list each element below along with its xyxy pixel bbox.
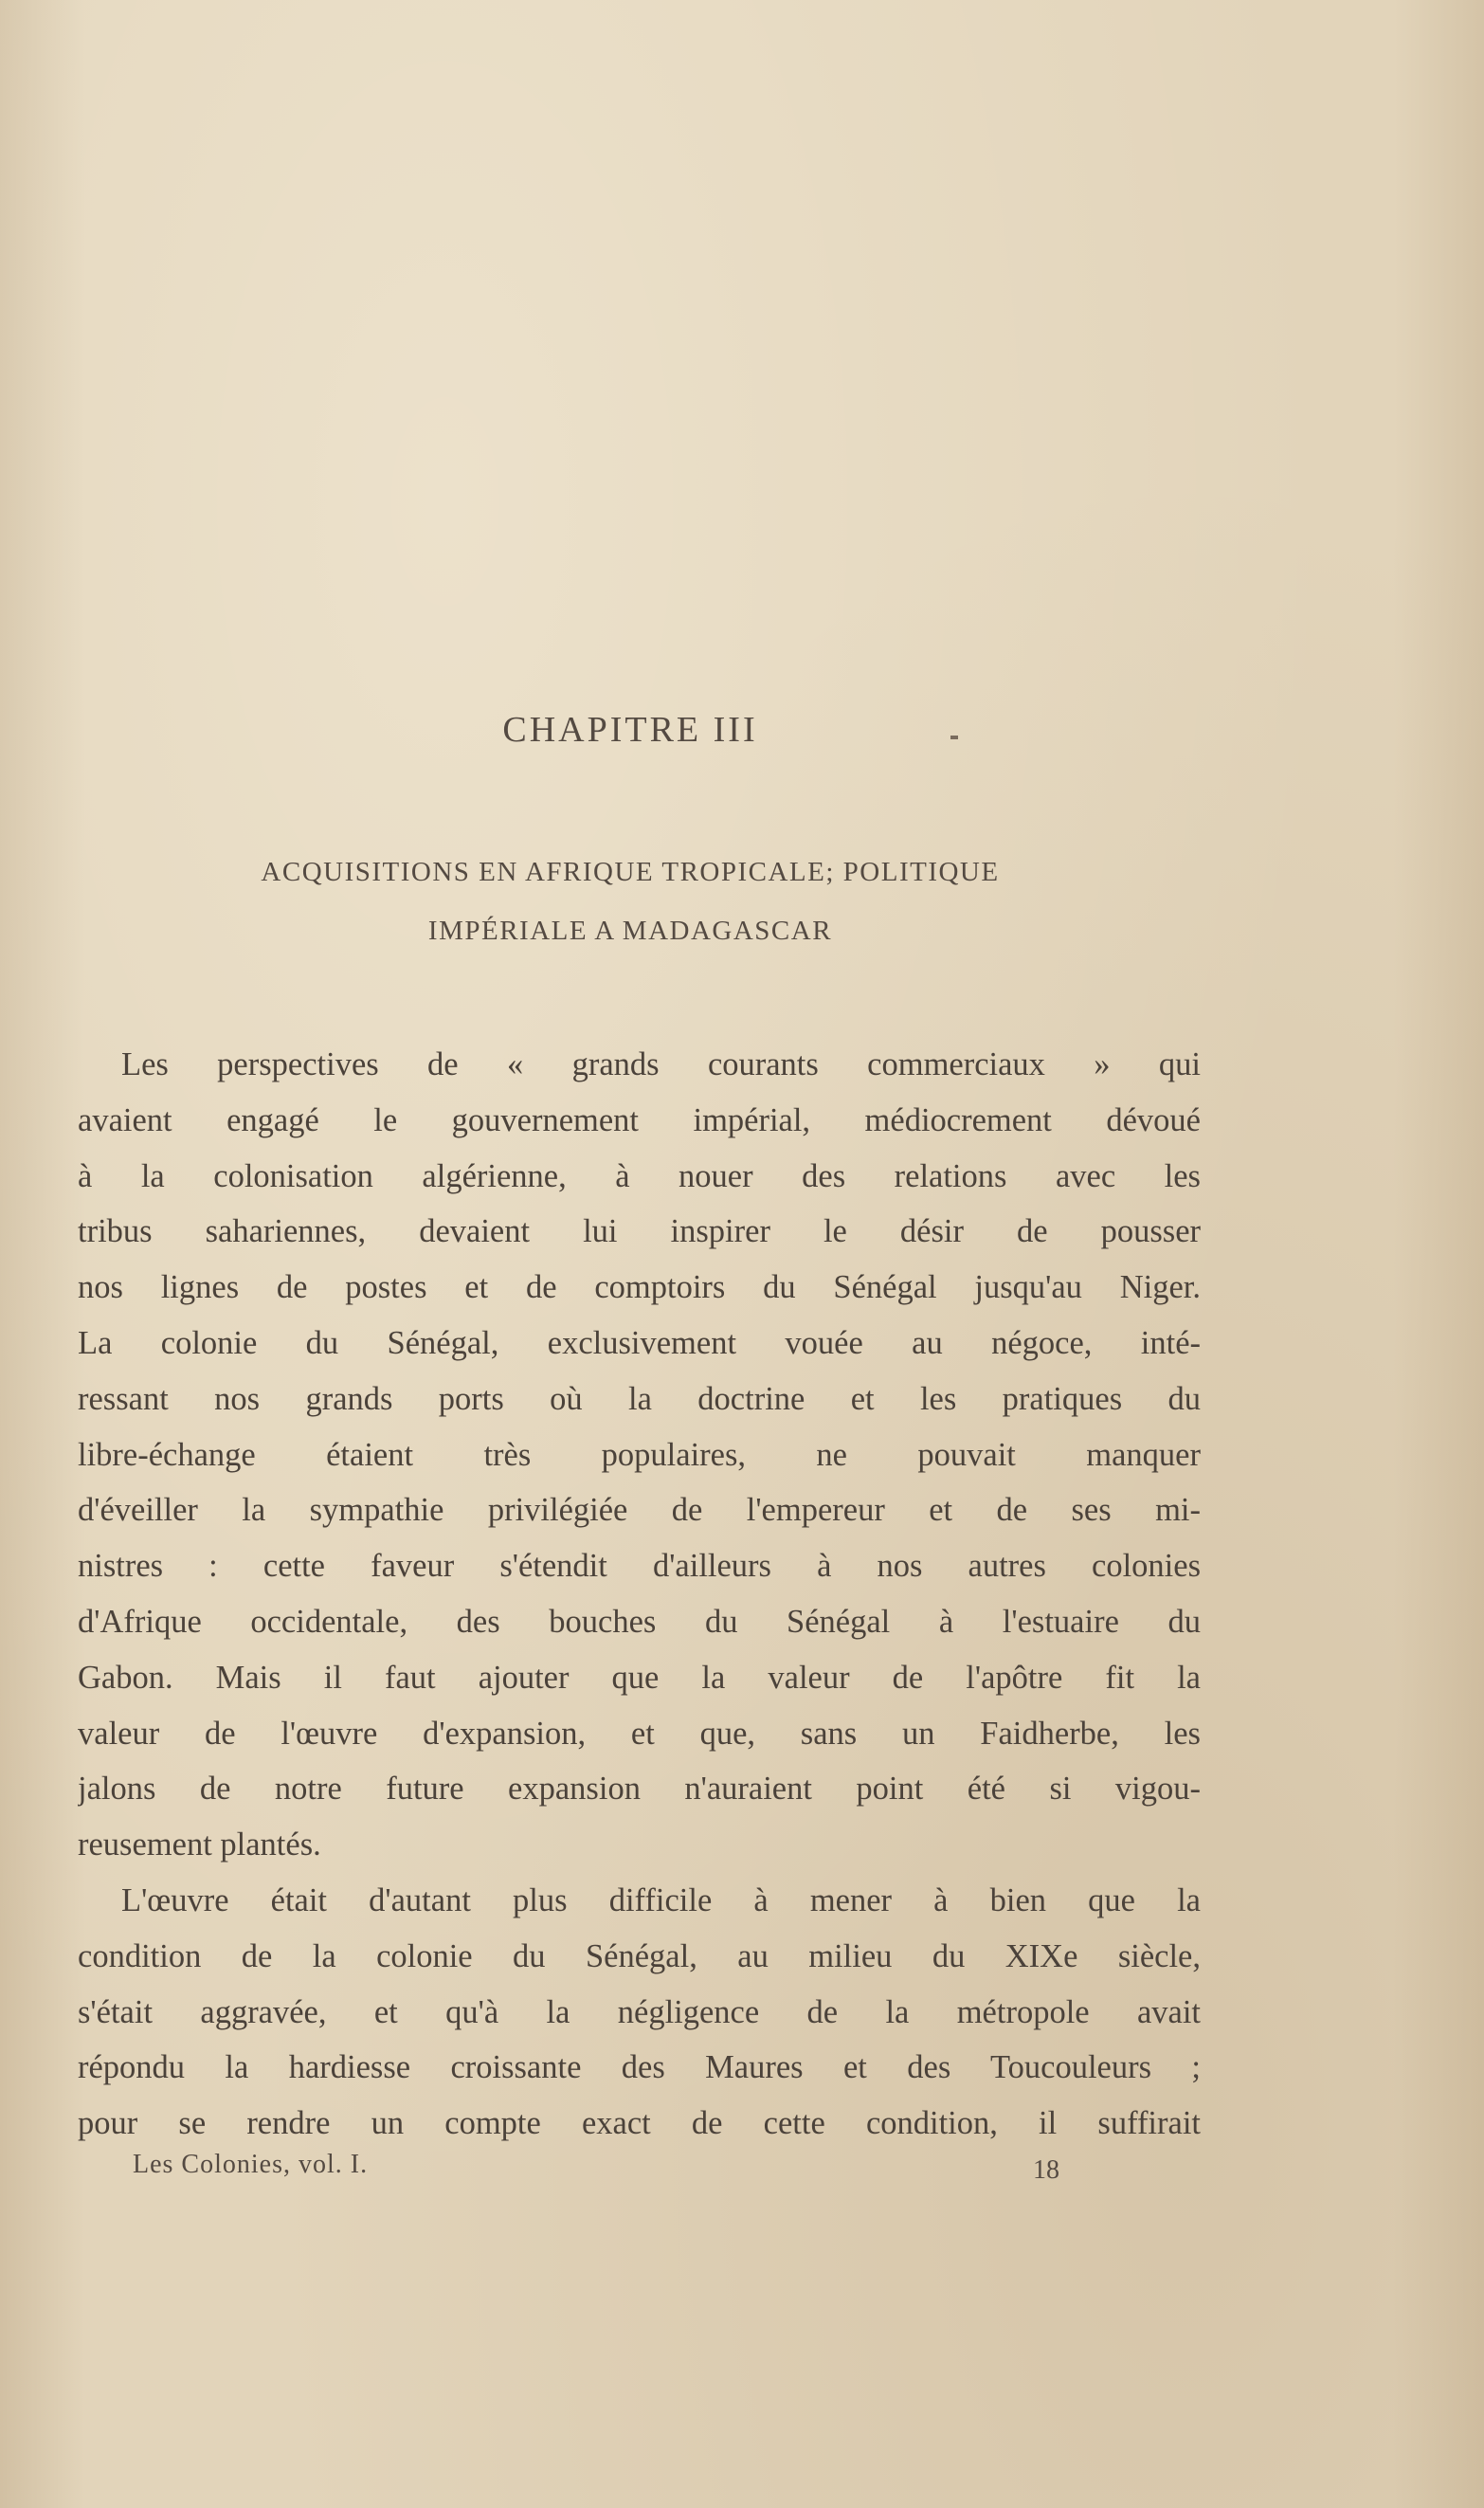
page-number: 18 <box>1033 2155 1059 2185</box>
chapter-subtitle-line-1: ACQUISITIONS EN AFRIQUE TROPICALE; POLITIQUE <box>261 857 1000 887</box>
text-line: nos lignes de postes et de comptoirs du Sénégal jusqu'au Niger. <box>78 1269 1201 1306</box>
chapter-title: CHAPITRE III <box>502 710 758 750</box>
text-line: d'Afrique occidentale, des bouches du Sénégal à l'estuaire du <box>78 1603 1201 1640</box>
text-line: La colonie du Sénégal, exclusivement vouée au négoce, inté- <box>78 1324 1201 1361</box>
text-line: nistres : cette faveur s'étendit d'ailleurs à nos autres colonies <box>78 1548 1201 1585</box>
text-line: avaient engagé le gouvernement impérial, médiocrement dévoué <box>78 1101 1201 1138</box>
chapter-subtitle-line-2: IMPÉRIALE A MADAGASCAR <box>427 916 833 946</box>
text-line: s'était aggravée, et qu'à la négligence de la métropole avait <box>78 1993 1201 2030</box>
text-line: pour se rendre un compte exact de cette condition, il suffirait <box>78 2105 1201 2142</box>
text-line: Les perspectives de « grands courants commerciaux » qui <box>121 1046 1201 1082</box>
text-line: répondu la hardiesse croissante des Maures et des Toucouleurs ; <box>78 2049 1201 2086</box>
text-line: valeur de l'œuvre d'expansion, et que, sans un Faidherbe, les <box>78 1715 1201 1752</box>
text-line: à la colonisation algérienne, à nouer des relations avec les <box>78 1157 1201 1194</box>
text-line: d'éveiller la sympathie privilégiée de l'empereur et de ses mi- <box>78 1492 1201 1529</box>
body-text <box>78 1037 1201 2152</box>
text-line: tribus sahariennes, devaient lui inspirer le désir de pousser <box>78 1213 1201 1250</box>
text-line: libre-échange étaient très populaires, ne pouvait manquer <box>78 1436 1201 1473</box>
text-line: reusement plantés. <box>78 1826 321 1863</box>
text-line: L'œuvre était d'autant plus difficile à mener à bien que la <box>121 1881 1201 1918</box>
text-line: Gabon. Mais il faut ajouter que la valeur de l'apôtre fit la <box>78 1659 1201 1696</box>
footer-signature: Les Colonies, vol. I. <box>133 2150 369 2179</box>
text-line: ressant nos grands ports où la doctrine et les pratiques du <box>78 1380 1201 1417</box>
text-line: jalons de notre future expansion n'auraient point été si vigou- <box>78 1771 1201 1808</box>
text-line: condition de la colonie du Sénégal, au milieu du XIXe siècle, <box>78 1937 1201 1974</box>
